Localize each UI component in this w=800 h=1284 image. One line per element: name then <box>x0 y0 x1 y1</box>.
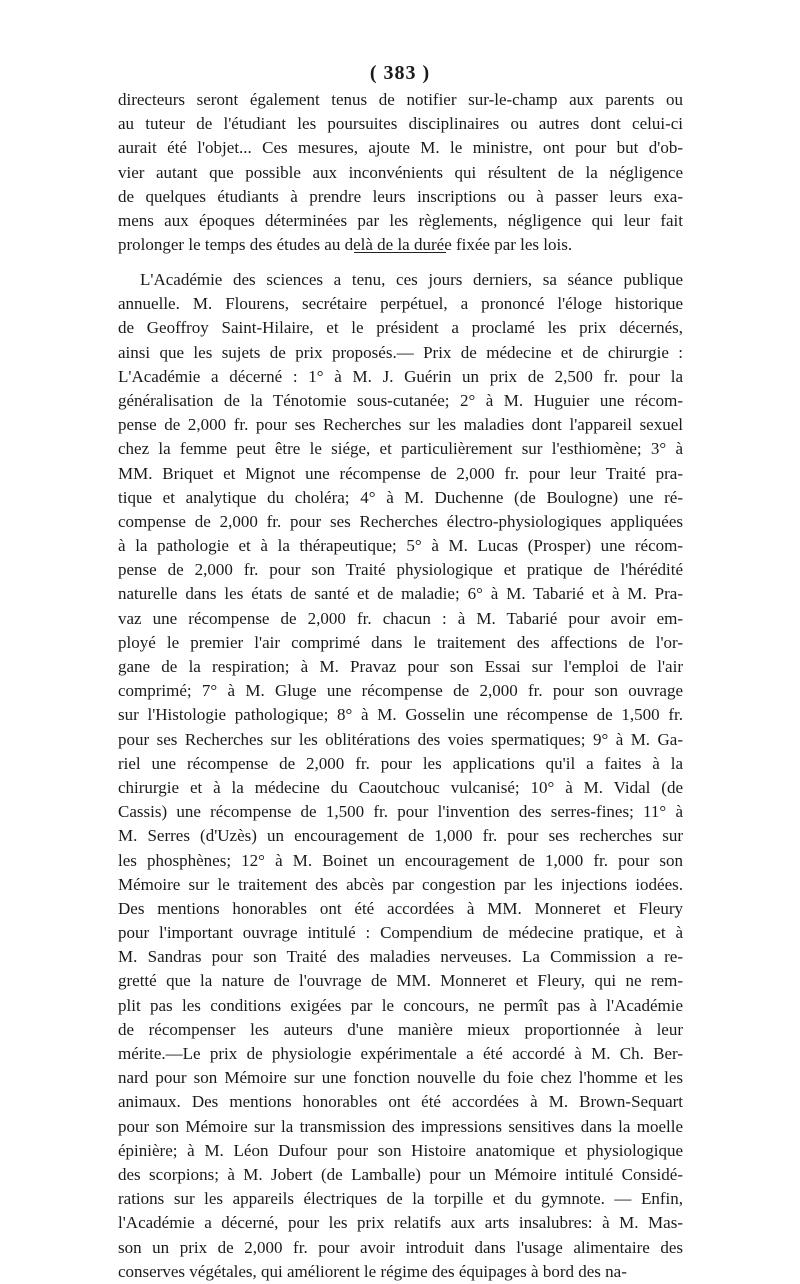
text-line: ainsi que les sujets de prix proposés.— Prix de médecine et de chirurgie : <box>118 342 683 362</box>
paragraph-academy-prizes <box>118 268 683 1284</box>
text-line: compense de 2,000 fr. pour ses Recherches électro-physiologiques appliquées <box>118 511 683 531</box>
text-line: gane de la respiration; à M. Pravaz pour son Essai sur l'emploi de l'air <box>118 657 683 676</box>
text-line: de quelques étudiants à prendre leurs inscriptions ou à passer leurs exa- <box>118 186 683 206</box>
text-line: prolonger le temps des études au delà de la durée fixée par les lois. <box>118 235 573 255</box>
text-line: directeurs seront également tenus de notifier sur-le-champ aux parents ou <box>118 90 683 109</box>
text-line: mens aux époques déterminées par les règlements, négligence qui leur fait <box>118 210 683 230</box>
text-line: plit pas les conditions exigées par le concours, ne permît pas à l'Académie <box>118 995 683 1015</box>
text-line: de Geoffroy Saint-Hilaire, et le président a proclamé les prix décernés, <box>118 318 683 338</box>
text-line: comprimé; 7° à M. Gluge une récompense de 2,000 fr. pour son ouvrage <box>118 681 683 701</box>
text-line: généralisation de la Ténotomie sous-cutanée; 2° à M. Huguier une récom- <box>118 390 683 410</box>
text-line: L'Académie a décerné : 1° à M. J. Guérin un prix de 2,500 fr. pour la <box>118 366 683 386</box>
text-line: chirurgie et à la médecine du Caoutchouc vulcanisé; 10° à M. Vidal (de <box>118 777 683 797</box>
text-line: pour l'important ouvrage intitulé : Compendium de médecine pratique, et à <box>118 923 683 943</box>
text-line: nard pour son Mémoire sur une fonction nouvelle du foie chez l'homme et les <box>118 1068 683 1088</box>
text-line: M. Serres (d'Uzès) un encouragement de 1,000 fr. pour ses recherches sur <box>118 826 683 846</box>
page-number: ( 383 ) <box>369 62 431 84</box>
text-line: L'Académie des sciences a tenu, ces jours derniers, sa séance publique <box>140 270 683 289</box>
text-line: animaux. Des mentions honorables ont été accordées à M. Brown-Sequart <box>118 1092 683 1112</box>
text-line: vier autant que possible aux inconvénients qui résultent de la négligence <box>118 162 683 182</box>
text-line: gretté que la nature de l'ouvrage de MM. Monneret et Fleury, qui ne rem- <box>118 971 683 991</box>
text-line: MM. Briquet et Mignot une récompense de 2,000 fr. pour leur Traité pra- <box>118 463 683 483</box>
text-line: conserves végétales, qui améliorent le régime des équipages à bord des na- <box>118 1261 627 1281</box>
text-line: épinière; à M. Léon Dufour pour son Histoire anatomique et physiologique <box>118 1140 683 1160</box>
text-line: rations sur les appareils électriques de la torpille et du gymnote. — Enfin, <box>118 1189 683 1209</box>
text-line: tique et analytique du choléra; 4° à M. Duchenne (de Boulogne) une ré- <box>118 487 683 507</box>
text-line: pour son Mémoire sur la transmission des impressions sensitives dans la moelle <box>118 1116 683 1136</box>
text-line: des scorpions; à M. Jobert (de Lamballe) pour un Mémoire intitulé Considé- <box>118 1164 683 1184</box>
text-line: mérite.—Le prix de physiologie expérimentale a été accordé à M. Ch. Ber- <box>118 1044 683 1063</box>
text-line: chez la femme peut être le siége, et particulièrement sur l'esthiomène; 3° à <box>118 439 683 459</box>
text-line: naturelle dans les états de santé et de maladie; 6° à M. Tabarié et à M. Pra- <box>118 584 683 604</box>
text-line: pour ses Recherches sur les oblitérations des voies spermatiques; 9° à M. Ga- <box>118 729 683 749</box>
text-line: vaz une récompense de 2,000 fr. chacun : à M. Tabarié pour avoir em- <box>118 608 683 628</box>
text-line: M. Sandras pour son Traité des maladies nerveuses. La Commission a re- <box>118 947 683 967</box>
text-line: au tuteur de l'étudiant les poursuites disciplinaires ou autres dont celui-ci <box>118 114 683 134</box>
text-line: riel une récompense de 2,000 fr. pour les applications qu'il a faites à la <box>118 753 683 773</box>
section-divider <box>354 252 446 253</box>
text-line: annuelle. M. Flourens, secrétaire perpétuel, a prononcé l'éloge historique <box>118 294 683 314</box>
text-line: Des mentions honorables ont été accordées à MM. Monneret et Fleury <box>118 898 683 918</box>
text-line: de récompenser les auteurs d'une manière mieux proportionnée à leur <box>118 1019 683 1039</box>
text-line: les phosphènes; 12° à M. Boinet un encouragement de 1,000 fr. pour son <box>118 850 683 870</box>
text-line: pense de 2,000 fr. pour ses Recherches sur les maladies dont l'appareil sexuel <box>118 415 683 435</box>
paragraph-ministry-measures <box>118 88 683 257</box>
text-line: l'Académie a décerné, pour les prix relatifs aux arts insalubres: à M. Mas- <box>118 1213 683 1233</box>
text-line: aurait été l'objet... Ces mesures, ajoute M. le ministre, ont pour but d'ob- <box>118 138 683 158</box>
text-line: ployé le premier l'air comprimé dans le traitement des affections de l'or- <box>118 632 683 652</box>
text-line: sur l'Histologie pathologique; 8° à M. Gosselin une récompense de 1,500 fr. <box>118 705 683 725</box>
text-line: Cassis) une récompense de 1,500 fr. pour l'invention des serres-fines; 11° à <box>118 802 683 822</box>
text-line: à la pathologie et à la thérapeutique; 5° à M. Lucas (Prosper) une récom- <box>118 536 683 556</box>
text-line: Mémoire sur le traitement des abcès par congestion par les injections iodées. <box>118 874 683 894</box>
text-line: pense de 2,000 fr. pour son Traité physiologique et pratique de l'hérédité <box>118 560 683 580</box>
text-line: son un prix de 2,000 fr. pour avoir introduit dans l'usage alimentaire des <box>118 1237 683 1257</box>
